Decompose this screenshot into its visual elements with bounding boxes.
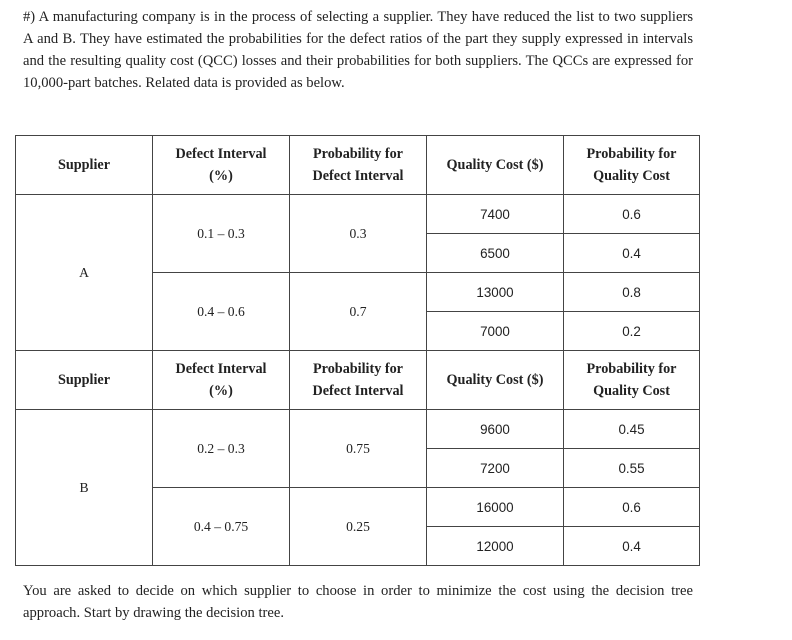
table-header-a — [16, 136, 700, 195]
header-prob-defect: Probability for Defect Interval — [290, 351, 427, 410]
quality-cost-probability: 0.55 — [564, 449, 700, 488]
quality-cost-probability: 0.4 — [564, 527, 700, 566]
header-quality-cost: Quality Cost ($) — [427, 136, 564, 195]
defect-interval: 0.1 – 0.3 — [153, 195, 290, 273]
quality-cost: 13000 — [427, 273, 564, 312]
quality-cost: 16000 — [427, 488, 564, 527]
problem-statement: #) A manufacturing company is in the process of selecting a supplier. They have reduced the list to two suppliers A and B. They have estimated the probabilities for the defect ratios of the part they supply expressed in intervals and the resulting quality cost (QCC) losses and their probabilities for both suppliers. The QCCs are expressed for 10,000-part batches. Related data is provided as below. — [23, 9, 693, 91]
header-quality-cost: Quality Cost ($) — [427, 351, 564, 410]
quality-cost: 7400 — [427, 195, 564, 234]
table-row — [16, 195, 700, 234]
quality-cost: 9600 — [427, 410, 564, 449]
header-prob-quality: Probability for Quality Cost — [564, 136, 700, 195]
defect-probability: 0.25 — [290, 488, 427, 566]
table-row — [16, 410, 700, 449]
task-instruction: You are asked to decide on which supplier to choose in order to minimize the cost using the decision tree approach. Start by drawing the decision tree. — [23, 583, 693, 621]
quality-cost: 6500 — [427, 234, 564, 273]
supplier-data-table — [15, 135, 700, 566]
defect-interval: 0.4 – 0.75 — [153, 488, 290, 566]
header-defect-interval: Defect Interval (%) — [153, 351, 290, 410]
quality-cost: 12000 — [427, 527, 564, 566]
quality-cost-probability: 0.2 — [564, 312, 700, 351]
defect-interval: 0.2 – 0.3 — [153, 410, 290, 488]
header-supplier: Supplier — [16, 351, 153, 410]
quality-cost-probability: 0.8 — [564, 273, 700, 312]
defect-probability: 0.7 — [290, 273, 427, 351]
defect-probability: 0.75 — [290, 410, 427, 488]
defect-probability: 0.3 — [290, 195, 427, 273]
quality-cost-probability: 0.4 — [564, 234, 700, 273]
header-supplier: Supplier — [16, 136, 153, 195]
supplier-name-a: A — [16, 195, 153, 351]
header-prob-defect: Probability for Defect Interval — [290, 136, 427, 195]
quality-cost-probability: 0.6 — [564, 488, 700, 527]
defect-interval: 0.4 – 0.6 — [153, 273, 290, 351]
quality-cost: 7200 — [427, 449, 564, 488]
table-header-b — [16, 351, 700, 410]
quality-cost-probability: 0.45 — [564, 410, 700, 449]
supplier-name-b: B — [16, 410, 153, 566]
quality-cost: 7000 — [427, 312, 564, 351]
quality-cost-probability: 0.6 — [564, 195, 700, 234]
header-prob-quality: Probability for Quality Cost — [564, 351, 700, 410]
header-defect-interval: Defect Interval (%) — [153, 136, 290, 195]
